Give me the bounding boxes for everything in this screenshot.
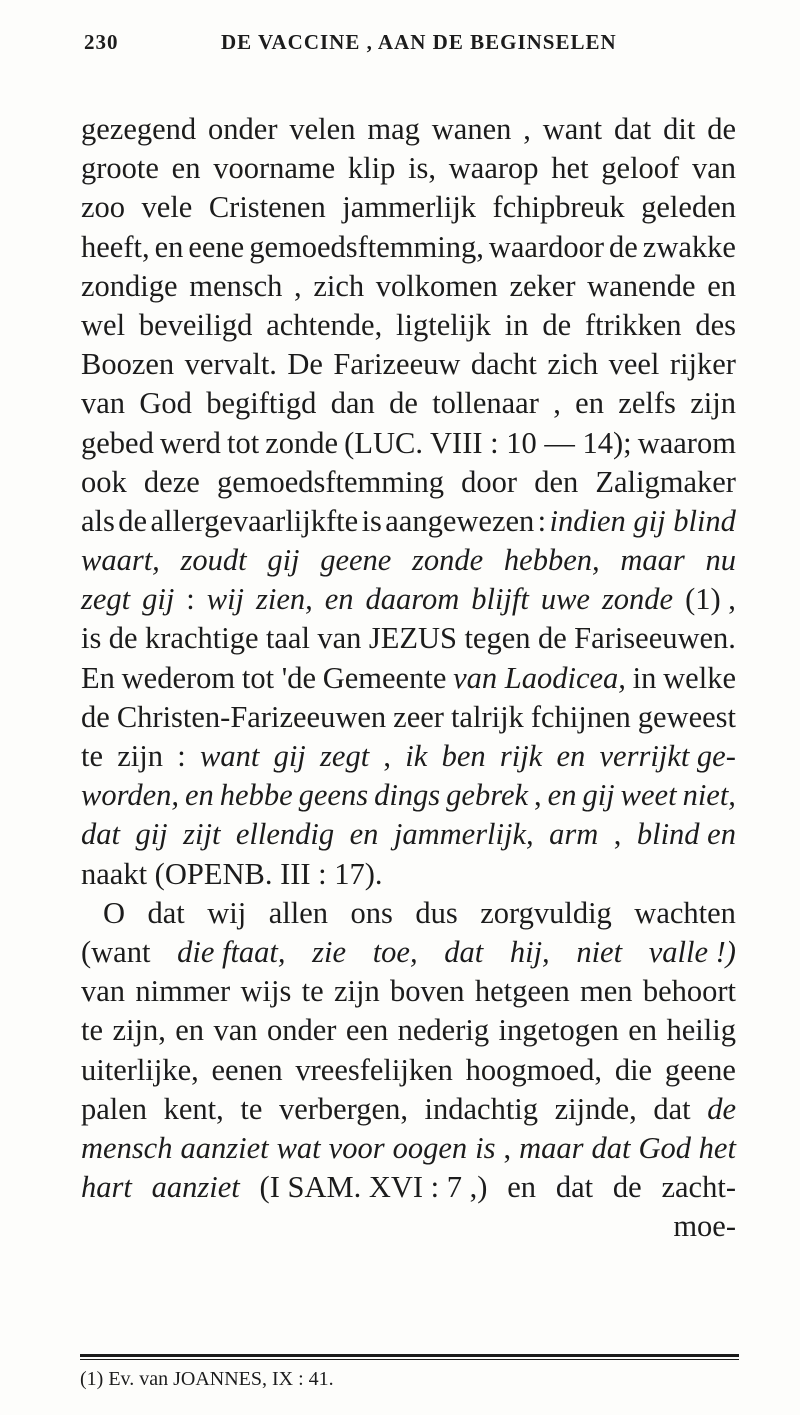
word: eenen (211, 1052, 283, 1087)
word: ons (350, 895, 393, 930)
word: klip (347, 151, 396, 186)
word: en (507, 1170, 537, 1205)
word: ellendig (235, 817, 335, 852)
word: palen (81, 1091, 148, 1126)
word: dit (663, 112, 696, 146)
word: dat (653, 1091, 691, 1126)
word: die (614, 1052, 653, 1087)
word: : (537, 503, 547, 538)
word: waarom (637, 425, 736, 460)
text-line (81, 228, 736, 267)
word: tollenaar (432, 386, 539, 421)
body-text (81, 110, 736, 1246)
word: uwe (540, 582, 590, 617)
word: dat (147, 895, 185, 930)
word: zondige (81, 268, 178, 303)
word: in (632, 660, 657, 695)
word: zie (312, 934, 347, 969)
word: zoudt (180, 543, 247, 578)
footnote: (1) Ev. van JOANNES, IX : 41. (80, 1368, 334, 1390)
word: valle !) (648, 934, 736, 969)
word: niet (576, 934, 623, 969)
word: de (81, 699, 110, 734)
word: en (324, 582, 354, 617)
word: de (108, 621, 138, 656)
text-line (81, 149, 736, 188)
text-line (81, 1090, 736, 1129)
word: onder (266, 1013, 337, 1048)
word: groote (81, 151, 159, 186)
word: gezegend (81, 112, 197, 146)
word: dacht (470, 347, 537, 382)
word: een (345, 1013, 389, 1048)
word: eene (188, 229, 245, 264)
text-line (81, 1011, 736, 1050)
word: zonde (412, 543, 484, 578)
word: van Laodicea, (453, 660, 626, 695)
word: deze (143, 464, 200, 499)
word: zijn (117, 739, 164, 773)
word: te (81, 739, 104, 773)
text-line (81, 1129, 736, 1168)
word: gebed (81, 425, 154, 460)
word: zich (313, 268, 365, 303)
word: arm (549, 817, 599, 852)
word: Boozen (81, 347, 175, 382)
word: maar (620, 543, 685, 578)
word: weet (620, 778, 677, 813)
word: zien, (256, 582, 313, 617)
word: van (691, 151, 736, 186)
word: heilig (666, 1013, 736, 1048)
word: , (503, 1130, 512, 1165)
word: welke (663, 660, 736, 695)
word: , (383, 739, 392, 773)
word: zwakke (642, 229, 736, 264)
word: de (609, 229, 638, 264)
word: zijt (183, 817, 221, 852)
word: de (707, 112, 736, 146)
word: gij (135, 817, 168, 852)
running-title: DE VACCINE , AAN DE BEGINSELEN (221, 30, 617, 54)
word: taal (265, 621, 310, 656)
word: toe, (372, 934, 418, 969)
word: gemoedsftemming, (249, 229, 484, 264)
word: gij (273, 739, 306, 773)
footnote-rule-thin (80, 1359, 739, 1360)
word: des (695, 307, 736, 342)
word: (I SAM. XVI : 7 ,) (259, 1170, 488, 1205)
word: heeft, (81, 229, 150, 264)
word: de (707, 1091, 736, 1126)
word: talrijk (450, 699, 524, 734)
word: ben (441, 739, 486, 773)
word: te (240, 1091, 263, 1126)
word: , (523, 112, 531, 146)
word: : (186, 582, 195, 617)
word: in (504, 307, 529, 342)
word: rijk (499, 739, 543, 773)
text-line (81, 855, 736, 894)
word: wijs (240, 974, 292, 1009)
word: mag (367, 112, 420, 146)
word: zeer (393, 699, 444, 734)
word: rijker (669, 347, 736, 382)
word: nu (705, 543, 736, 578)
word: van (81, 974, 126, 1009)
word: dan (330, 386, 375, 421)
word: jammerlijk, (393, 817, 534, 852)
word: de (612, 1170, 642, 1205)
text-line (81, 424, 736, 463)
word: behoort (642, 974, 736, 1009)
word: geene (320, 543, 392, 578)
word: volkomen (375, 268, 498, 303)
word: (LUC. VIII : 10 — 14); (344, 425, 632, 460)
word: vele (141, 190, 193, 225)
word: Farizeeuw (333, 347, 461, 382)
word: zijn (333, 974, 380, 1009)
text-line (81, 659, 736, 698)
word: de (389, 386, 418, 421)
word: vreesfelijken (295, 1052, 453, 1087)
word: geloof (601, 151, 680, 186)
word: en (349, 817, 379, 852)
word: (1) , (685, 582, 736, 617)
word: gij (582, 778, 615, 813)
word: zijnde, (554, 1091, 637, 1126)
word: begiftigd (206, 386, 317, 421)
word: en (628, 1013, 658, 1048)
word: De (287, 347, 323, 382)
word: tot (226, 425, 260, 460)
footnote-rule (80, 1354, 739, 1357)
word: is (81, 621, 102, 656)
text-line (81, 345, 736, 384)
word: van (213, 1013, 258, 1048)
word: krachtige (145, 621, 259, 656)
word: den (534, 464, 579, 499)
word: jammerlijk (342, 190, 477, 225)
word: door (461, 464, 518, 499)
word: dat (591, 1130, 631, 1165)
word: O (103, 895, 126, 930)
word: zacht- (661, 1170, 736, 1205)
word: zelfs (618, 386, 676, 421)
word: hij, (509, 934, 550, 969)
word: zich (547, 347, 599, 382)
word: als (81, 503, 115, 538)
word: naakt (OPENB. III : 17). (81, 856, 383, 891)
word: en (185, 778, 214, 813)
word: geleden (641, 190, 736, 225)
word: hetgeen (474, 974, 570, 1009)
word: tot 'de (241, 660, 316, 695)
word: zeker (509, 268, 576, 303)
word: hart (81, 1170, 132, 1205)
word: te (301, 974, 324, 1009)
text-line (81, 737, 736, 776)
word: want (542, 112, 603, 146)
word: niet, (682, 778, 736, 813)
word: zoo (81, 190, 126, 225)
text-line (81, 815, 736, 854)
text-line (81, 384, 736, 423)
word: en (154, 229, 184, 264)
word: mensch (189, 268, 283, 303)
word: blijft (471, 582, 529, 617)
page-number: 230 (84, 30, 119, 54)
word: en (707, 268, 736, 303)
word: : (177, 739, 186, 773)
text-line (81, 1207, 736, 1246)
word: dus (415, 895, 458, 930)
word: hoogmoed, (465, 1052, 603, 1087)
word: zonde (601, 582, 674, 617)
word: allen (268, 895, 329, 930)
word: en (171, 151, 201, 186)
word: zijn (690, 386, 736, 421)
word: Fariseeuwen. (574, 621, 736, 656)
word: Gemeente (322, 660, 447, 695)
text-line (81, 933, 736, 972)
word: aangewezen (385, 503, 535, 538)
word: veel (608, 347, 660, 382)
word: dat (444, 934, 484, 969)
word: mensch (81, 1130, 173, 1165)
word: en (556, 739, 586, 773)
text-line (81, 894, 736, 933)
word: indachtig (424, 1091, 539, 1126)
text-line (81, 1051, 736, 1090)
word: voor (328, 1130, 385, 1165)
text-line (81, 463, 736, 502)
word: aanziet (180, 1130, 269, 1165)
word: ik (405, 739, 428, 773)
text-line (81, 267, 736, 306)
text-line (81, 698, 736, 737)
word: van (81, 386, 126, 421)
word: geens (298, 778, 369, 813)
word: ingetogen (498, 1013, 619, 1048)
word: hebbe (219, 778, 293, 813)
word: God het (638, 1130, 736, 1165)
word: God (139, 386, 192, 421)
word: uiterlijke, (81, 1052, 199, 1087)
word: de (537, 621, 567, 656)
word: Cristenen (208, 190, 326, 225)
word: JEZUS (368, 621, 457, 656)
word: oogen (392, 1130, 468, 1165)
text-line (81, 306, 736, 345)
word: zorgvuldig (480, 895, 612, 930)
word: maar (519, 1130, 584, 1165)
word: beveiligd (138, 307, 253, 342)
text-line (81, 188, 736, 227)
word: geweest (637, 699, 736, 734)
word: ligtelijk (396, 307, 491, 342)
word: Zaligmaker (595, 464, 736, 499)
word: gij (267, 543, 300, 578)
word: fchijnen (530, 699, 631, 734)
word: waarop (448, 151, 539, 186)
word: werd (159, 425, 221, 460)
word: verbergen, (278, 1091, 408, 1126)
word: hebben, (503, 543, 600, 578)
word: indien gij blind (549, 503, 736, 538)
text-line (81, 776, 736, 815)
word: boven (390, 974, 465, 1009)
word: wat (276, 1130, 321, 1165)
word: de (118, 503, 148, 538)
text-line (81, 541, 736, 580)
text-line (81, 972, 736, 1011)
word: vervalt. (184, 347, 277, 382)
word: daarom (365, 582, 460, 617)
word: gemoedsftemming (216, 464, 444, 499)
word: dat (613, 112, 652, 146)
word: is (475, 1130, 496, 1165)
text-line (81, 1168, 736, 1207)
word: want (200, 739, 260, 773)
word: wij (207, 895, 247, 930)
word: men (580, 974, 633, 1009)
word: , (534, 778, 542, 813)
word: te (81, 1013, 104, 1048)
word: waart, (81, 543, 160, 578)
word: verrijkt ge- (599, 739, 736, 773)
word: zegt (81, 582, 131, 617)
word: wij (206, 582, 245, 617)
word: ook (81, 464, 127, 499)
word: wel (81, 307, 126, 342)
word: nimmer (135, 974, 231, 1009)
word: moe- (673, 1209, 736, 1244)
word: en (175, 1013, 205, 1048)
word: wanen (431, 112, 512, 146)
word: , (294, 268, 302, 303)
word: dat (555, 1170, 594, 1205)
word: geene (664, 1052, 736, 1087)
word: voorname (213, 151, 336, 186)
word: En (81, 660, 115, 695)
word: de (542, 307, 572, 342)
word: is (361, 503, 382, 538)
word: en (547, 778, 577, 813)
word: gij (142, 582, 175, 617)
word: ftrikken (584, 307, 682, 342)
word: dings (374, 778, 441, 813)
word: waardoor (488, 229, 605, 264)
word: zonde (265, 425, 339, 460)
word: en (575, 386, 604, 421)
word: zegt (320, 739, 370, 773)
word: nederig (397, 1013, 490, 1048)
word: worden, (81, 778, 179, 813)
word: is, (408, 151, 437, 186)
word: Christen-Farizeeuwen (116, 699, 387, 734)
word: wachten (634, 895, 736, 930)
word: die ftaat, (177, 934, 286, 969)
word: wanende (587, 268, 696, 303)
word: allergevaarlijkfte (150, 503, 359, 538)
word: van (317, 621, 362, 656)
word: aanziet (151, 1170, 240, 1205)
text-line (81, 580, 736, 619)
text-line (81, 502, 736, 541)
word: , (553, 386, 561, 421)
word: , (613, 817, 622, 852)
text-line (81, 110, 736, 149)
word: tegen (464, 621, 531, 656)
word: onder (208, 112, 278, 146)
word: het (551, 151, 589, 186)
word: zijn, (112, 1013, 166, 1048)
word: blind en (636, 817, 736, 852)
word: achtende, (266, 307, 383, 342)
word: kent, (163, 1091, 224, 1126)
word: fchipbreuk (492, 190, 625, 225)
text-line (81, 619, 736, 658)
word: wederom (121, 660, 236, 695)
word: gebrek (446, 778, 529, 813)
word: (want (81, 934, 151, 969)
word: velen (289, 112, 356, 146)
word: dat (81, 817, 120, 852)
